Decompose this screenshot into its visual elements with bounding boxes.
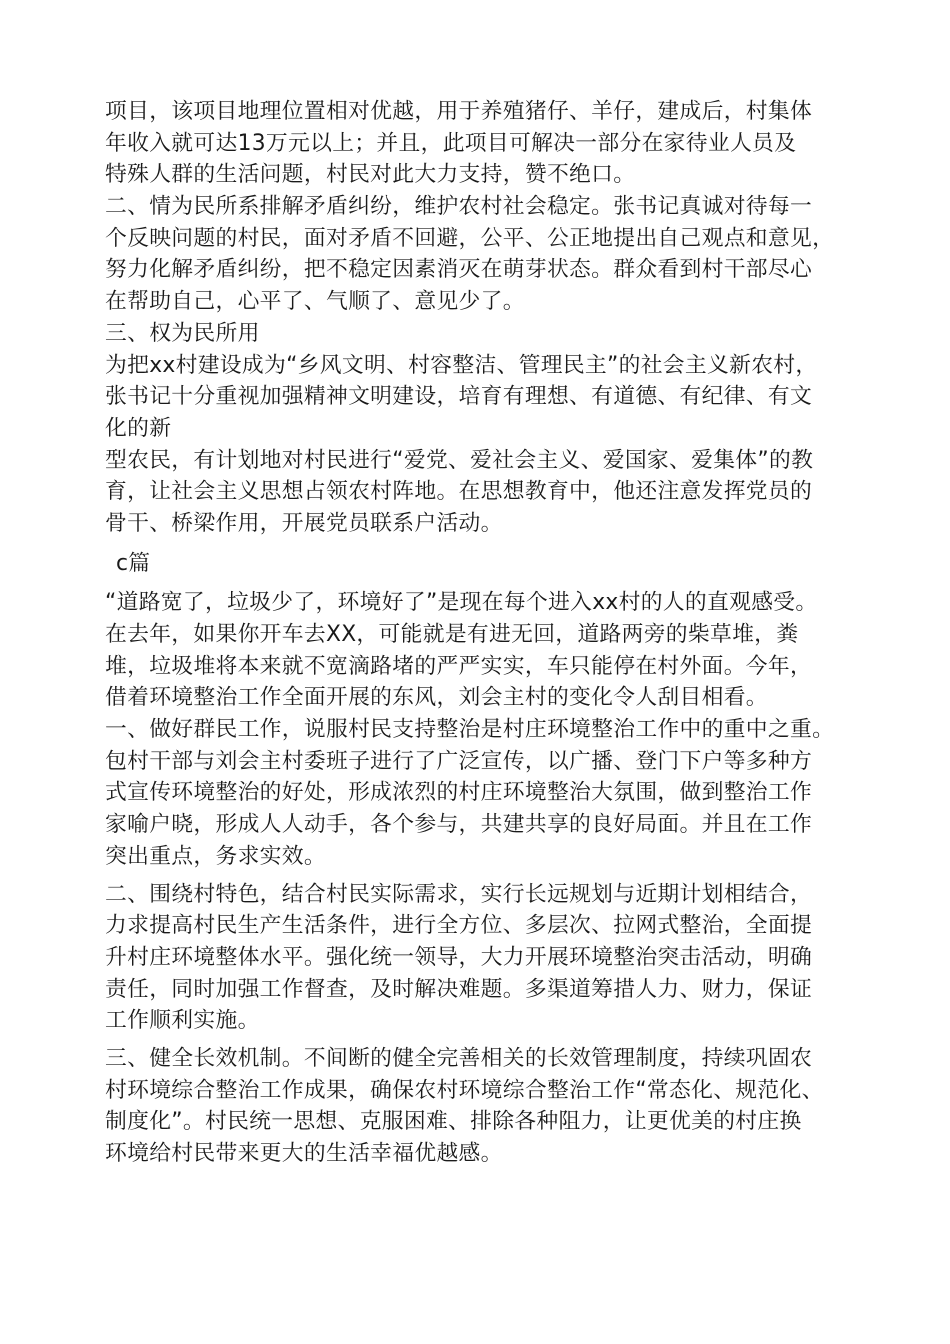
text-line: 家喻户晓，形成人人动手，各个参与，共建共享的良好局面。并且在工作 xyxy=(105,812,813,838)
text-line: 村环境综合整治工作成果，确保农村环境综合整治工作“常态化、规范化、 xyxy=(105,1077,824,1103)
text-line: 年收入就可达13万元以上；并且，此项目可解决一部分在家待业人员及 xyxy=(105,130,797,156)
text-line: 一、做好群民工作，说服村民支持整治是村庄环境整治工作中的重中之重。 xyxy=(105,717,835,743)
text-line: 工作顺利实施。 xyxy=(105,1008,260,1034)
text-line: 三、健全长效机制。不间断的健全完善相关的长效管理制度，持续巩固农 xyxy=(105,1045,813,1071)
text-line: 努力化解矛盾纠纷，把不稳定因素消灭在萌芽状态。群众看到村干部尽心 xyxy=(105,257,813,283)
text-line: 二、情为民所系排解矛盾纠纷，维护农村社会稳定。张书记真诚对待每一 xyxy=(105,194,813,220)
text-line: 骨干、桥梁作用，开展党员联系户活动。 xyxy=(105,510,503,536)
text-line: 责任，同时加强工作督查，及时解决难题。多渠道筹措人力、财力，保证 xyxy=(105,976,813,1002)
text-line: 制度化”。村民统一思想、克服困难、排除各种阻力，让更优美的村庄换 xyxy=(105,1109,802,1135)
text-line: 堆，垃圾堆将本来就不宽滴路堵的严严实实，车只能停在村外面。今年， xyxy=(105,653,813,679)
text-line: 项目，该项目地理位置相对优越，用于养殖猪仔、羊仔，建成后，村集体 xyxy=(105,99,813,124)
text-line: 为把xx村建设成为“乡风文明、村容整洁、管理民主”的社会主义新农村， xyxy=(105,352,818,378)
text-line: 化的新 xyxy=(105,415,172,441)
text-line: 升村庄环境整体水平。强化统一领导，大力开展环境整治突击活动，明确 xyxy=(105,944,813,970)
text-line: 育，让社会主义思想占领农村阵地。在思想教育中，他还注意发挥党员的 xyxy=(105,479,813,505)
text-line: 特殊人群的生活问题，村民对此大力支持，赞不绝口。 xyxy=(105,162,636,188)
text-line: 式宣传环境整治的好处，形成浓烈的村庄环境整治大氛围，做到整治工作 xyxy=(105,780,813,806)
text-line: 在去年，如果你开车去XX，可能就是有进无回，道路两旁的柴草堆，粪 xyxy=(105,622,799,647)
text-line: 突出重点，务求实效。 xyxy=(105,843,326,869)
text-line: 型农民，有计划地对村民进行“爱党、爱社会主义、爱国家、爱集体”的教 xyxy=(105,447,814,473)
text-line: 张书记十分重视加强精神文明建设，培育有理想、有道德、有纪律、有文 xyxy=(105,384,813,410)
text-line: 借着环境整治工作全面开展的东风，刘会主村的变化令人刮目相看。 xyxy=(105,685,768,711)
text-line: 力求提高村民生产生活条件，进行全方位、多层次、拉网式整治，全面提 xyxy=(105,913,813,939)
text-line: 包村干部与刘会主村委班子进行了广泛宣传，以广播、登门下户等多种方 xyxy=(105,748,813,774)
text-line: 环境给村民带来更大的生活幸福优越感。 xyxy=(105,1141,503,1166)
document-body xyxy=(105,96,905,1170)
text-line: 在帮助自己，心平了、气顺了、意见少了。 xyxy=(105,289,525,315)
text-line: 个反映问题的村民，面对矛盾不回避，公平、公正地提出自己观点和意见， xyxy=(105,225,835,251)
text-line: 二、围绕村特色，结合村民实际需求，实行长远规划与近期计划相结合， xyxy=(105,881,813,907)
text-line: “道路宽了，垃圾少了，环境好了”是现在每个进入xx村的人的直观感受。 xyxy=(105,590,818,616)
section-heading: c篇 xyxy=(116,550,151,576)
text-line: 三、权为民所用 xyxy=(105,320,260,346)
